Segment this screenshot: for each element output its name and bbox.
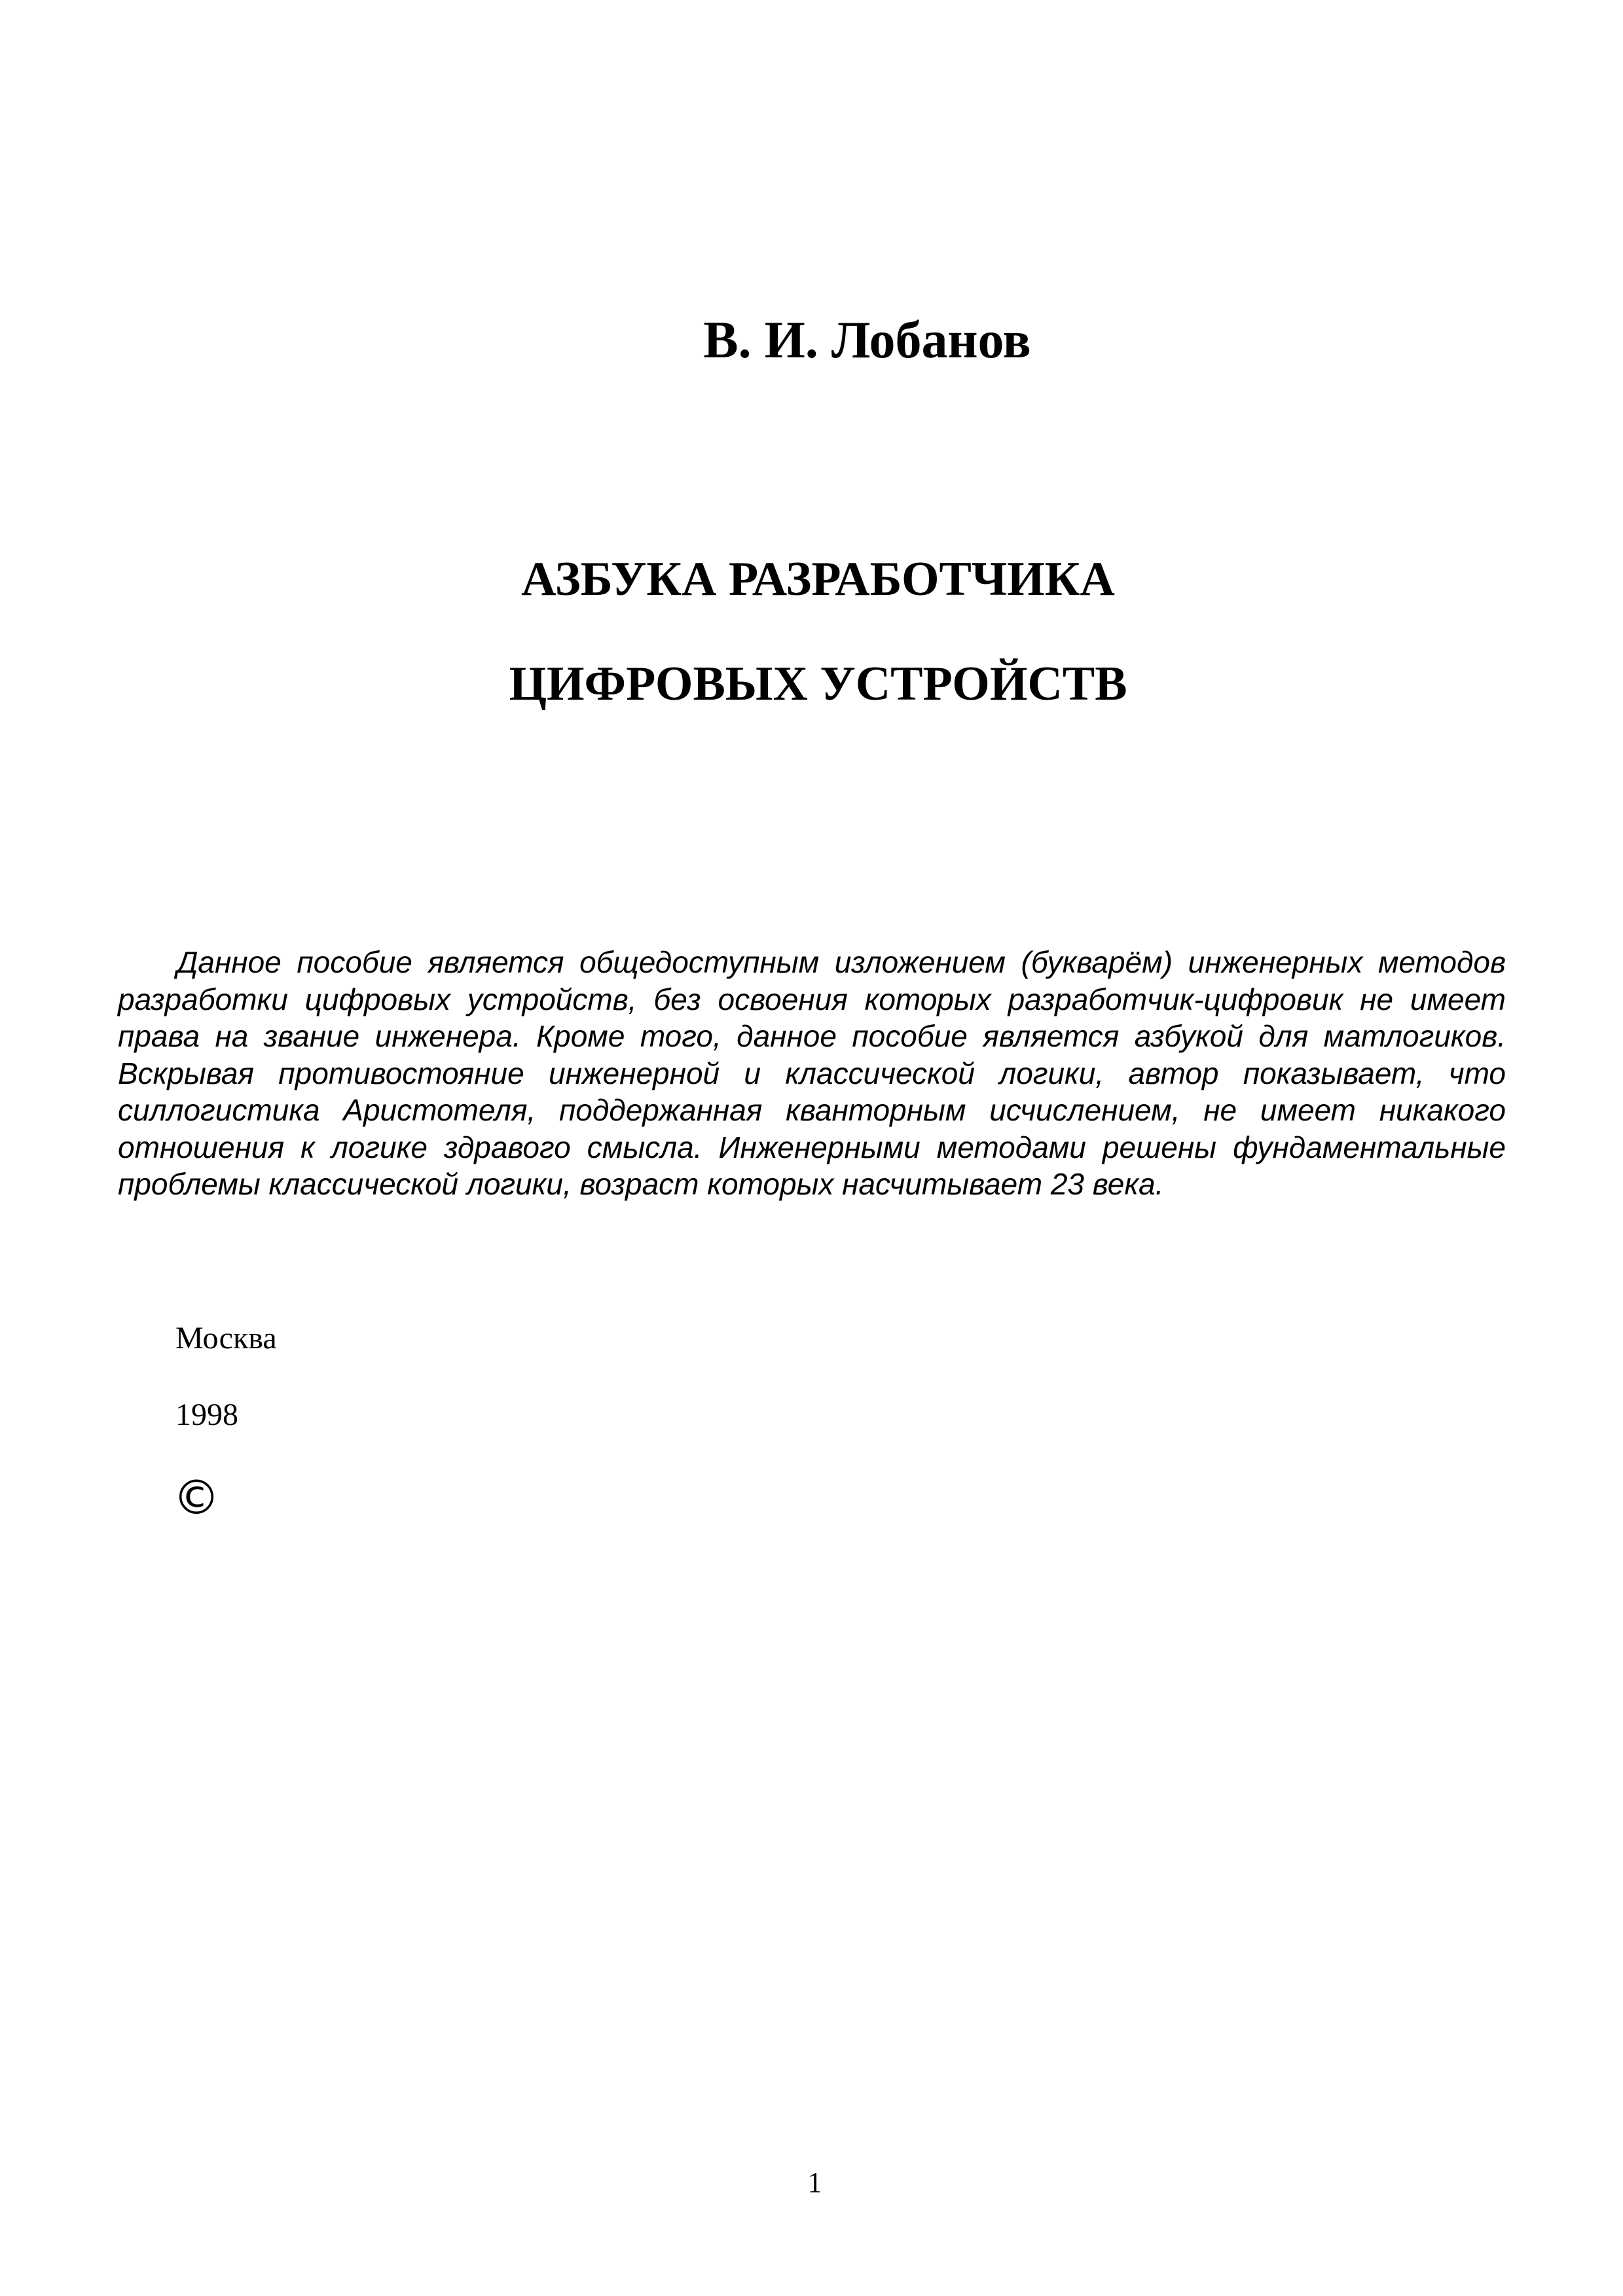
publication-city: Москва	[175, 1321, 277, 1355]
page-number: 1	[807, 2166, 822, 2198]
publication-year: 1998	[175, 1397, 238, 1432]
author-name: В. И. Лобанов	[703, 312, 1031, 369]
abstract-paragraph: Данное пособие является общедоступным изложением (букварём) инженерных методов разработки цифровых устройств, без освоения которых разработчик-цифровик не имеет права на звание инженера. Кроме того, данное пособие является азбукой для матлогиков. Вскрывая противостояние инженерной и классической логики, автор показывает, что силлогистика Аристотеля, поддержанная кванторным исчислением, не имеет никакого отношения к логике здравого смысла. Инженерными методами решены фундаментальные проблемы классической логики, возраст которых насчитывает 23 века.	[118, 945, 1506, 1201]
book-title-line-2: ЦИФРОВЫХ УСТРОЙСТВ	[509, 657, 1127, 711]
copyright-icon: ©	[173, 1470, 220, 1525]
book-title-line-1: АЗБУКА РАЗРАБОТЧИКА	[521, 552, 1115, 606]
